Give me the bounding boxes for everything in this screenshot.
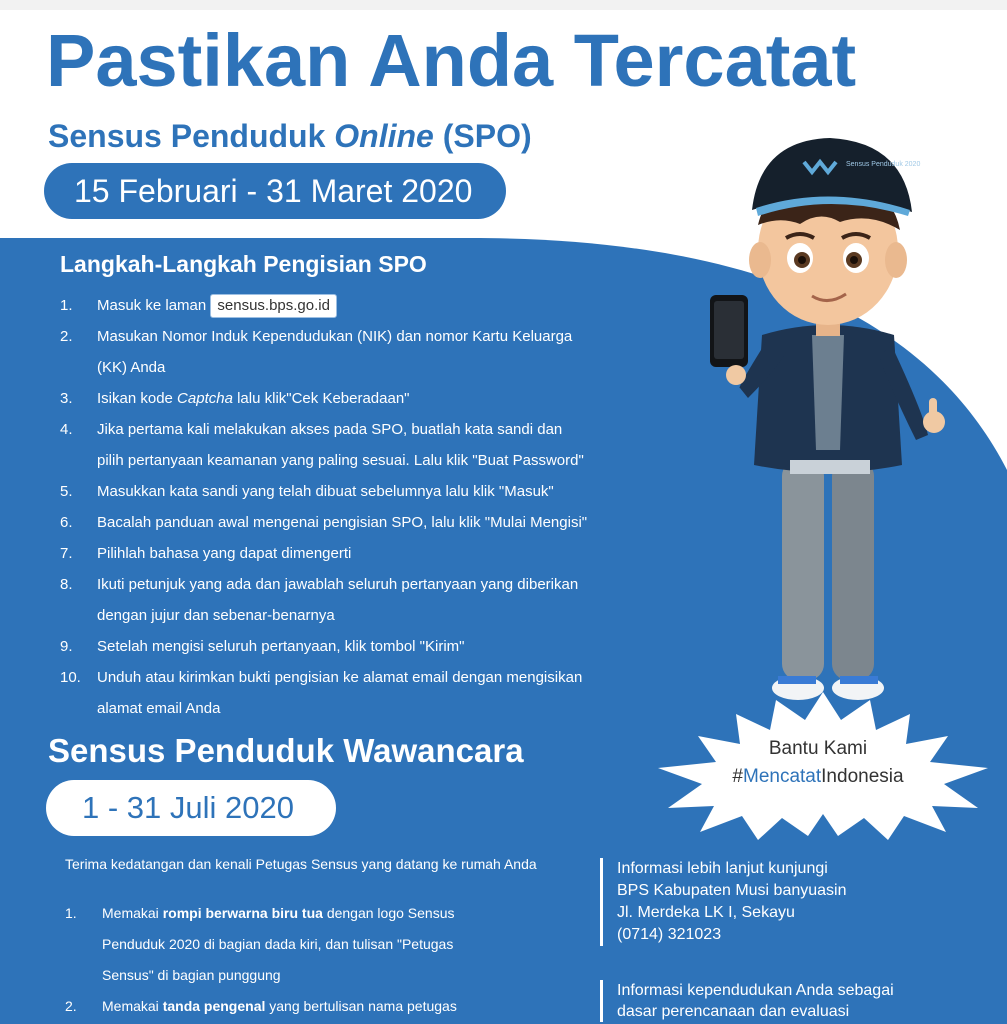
wawancara-intro: Terima kedatangan dan kenali Petugas Sensus yang datang ke rumah Anda xyxy=(65,856,537,872)
starburst-text xyxy=(708,735,928,791)
subtitle-prefix: Sensus Penduduk xyxy=(48,118,335,154)
officer-item: 1. Memakai rompi berwarna biru tua dengan logo Sensus Penduduk 2020 di bagian dada kiri, dan tulisan "Petugas Sensus" di bagian punggung xyxy=(65,905,455,983)
wawancara-date-badge: 1 - 31 Juli 2020 xyxy=(46,780,336,836)
subtitle-online: Online xyxy=(334,118,434,154)
mascot-illustration xyxy=(690,120,970,720)
page-title: Pastikan Anda Tercatat xyxy=(46,19,857,102)
steps-list xyxy=(60,290,660,724)
badge-line1: Bantu Kami xyxy=(768,738,868,759)
spo-date-badge: 15 Februari - 31 Maret 2020 xyxy=(44,163,506,219)
steps-title: Langkah-Langkah Pengisian SPO xyxy=(60,251,427,277)
step-item: 7. Pilihlah bahasa yang dapat dimengerti xyxy=(60,545,352,562)
step-item: 1. Masuk ke laman sensus.bps.go.id xyxy=(60,290,660,321)
step-item: 9. Setelah mengisi seluruh pertanyaan, klik tombol "Kirim" xyxy=(60,638,465,655)
step-item: 10. Unduh atau kirimkan bukti pengisian ke alamat email dengan mengisikan alamat email Anda xyxy=(60,669,583,717)
subtitle-suffix: (SPO) xyxy=(433,118,532,154)
step-item: 5. Masukkan kata sandi yang telah dibuat sebelumnya lalu klik "Masuk" xyxy=(60,483,554,500)
wawancara-title: Sensus Penduduk Wawancara xyxy=(48,732,524,769)
step-item: 4. Jika pertama kali melakukan akses pada SPO, buatlah kata sandi dan pilih pertanyaan keamanan yang paling sesuai. Lalu klik "Buat Password" xyxy=(60,421,584,469)
officer-list xyxy=(65,898,570,1022)
subtitle xyxy=(48,118,532,155)
sensus-url-link[interactable]: sensus.bps.go.id xyxy=(210,294,337,318)
step-item: 2. Masukan Nomor Induk Kependudukan (NIK) dan nomor Kartu Keluarga (KK) Anda xyxy=(60,328,573,376)
step-item: 3. Isikan kode Captcha lalu klik"Cek Keberadaan" xyxy=(60,390,410,407)
badge-hashtag: #MencatatIndonesia xyxy=(732,766,904,787)
step-item: 8. Ikuti petunjuk yang ada dan jawablah seluruh pertanyaan yang diberikan dengan jujur dan sebenar-benarnya xyxy=(60,576,579,624)
step-item: 6. Bacalah panduan awal mengenai pengisian SPO, lalu klik "Mulai Mengisi" xyxy=(60,514,588,531)
cap-logo-text: Sensus Penduduk 2020 xyxy=(846,161,921,168)
contact-info: Informasi lebih lanjut kunjungi BPS Kabupaten Musi banyuasin Jl. Merdeka LK I, Sekayu (0714) 321023 xyxy=(600,858,846,946)
officer-item: 2. Memakai tanda pengenal yang bertulisan nama petugas xyxy=(65,998,457,1014)
info-note: Informasi kependudukan Anda sebagai dasar perencanaan dan evaluasi xyxy=(600,980,894,1022)
top-border xyxy=(0,0,1007,10)
